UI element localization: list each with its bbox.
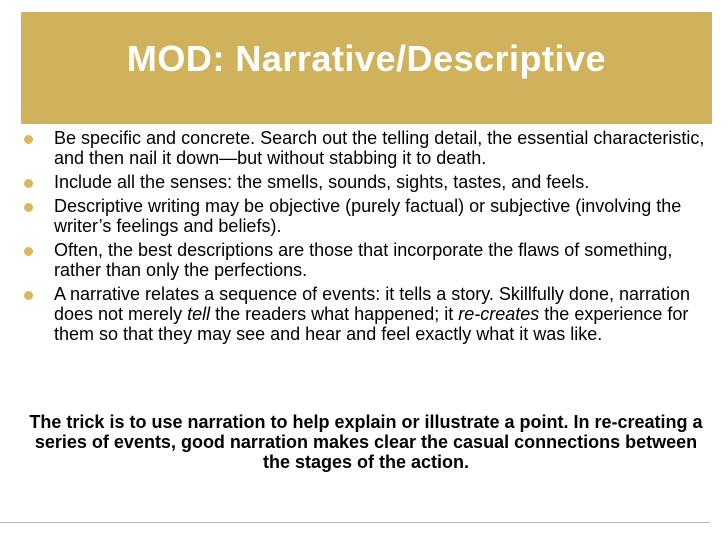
bullet-dot-icon [24,135,33,144]
bullet-text: Be specific and concrete. Search out the telling detail, the essential characteristic, and then nail it down—but without stabbing it to death. [54,128,705,168]
summary-note: The trick is to use narration to help explain or illustrate a point. In re-creating a series of events, good narration makes clear the casual connections between the stages of the action. [29,412,703,472]
bullet-text: Descriptive writing may be objective (purely factual) or subjective (involving the writer’s feelings and beliefs). [54,196,682,236]
bullet-dot-icon [24,179,33,188]
bullet-item [20,240,710,280]
footer-divider [0,522,710,523]
title-bar [21,12,712,124]
bullet-text: A narrative relates a sequence of events: it tells a story. Skillfully done, narration does not merely tell the readers what happened; it re-creates the experience for them so that they may see and hear and feel exactly what it was like. [54,284,690,344]
bullet-dot-icon [24,291,33,300]
bullet-item [20,196,710,236]
slide-title: MOD: Narrative/Descriptive [126,38,607,79]
bullet-item [20,284,710,344]
bullet-text: Include all the senses: the smells, sounds, sights, tastes, and feels. [54,172,590,192]
bullet-text: Often, the best descriptions are those that incorporate the flaws of something, rather than only the perfections. [54,240,673,280]
bullet-list [20,128,710,348]
bullet-dot-icon [24,247,33,256]
bullet-item [20,172,710,192]
bullet-dot-icon [24,203,33,212]
bullet-item [20,128,710,168]
